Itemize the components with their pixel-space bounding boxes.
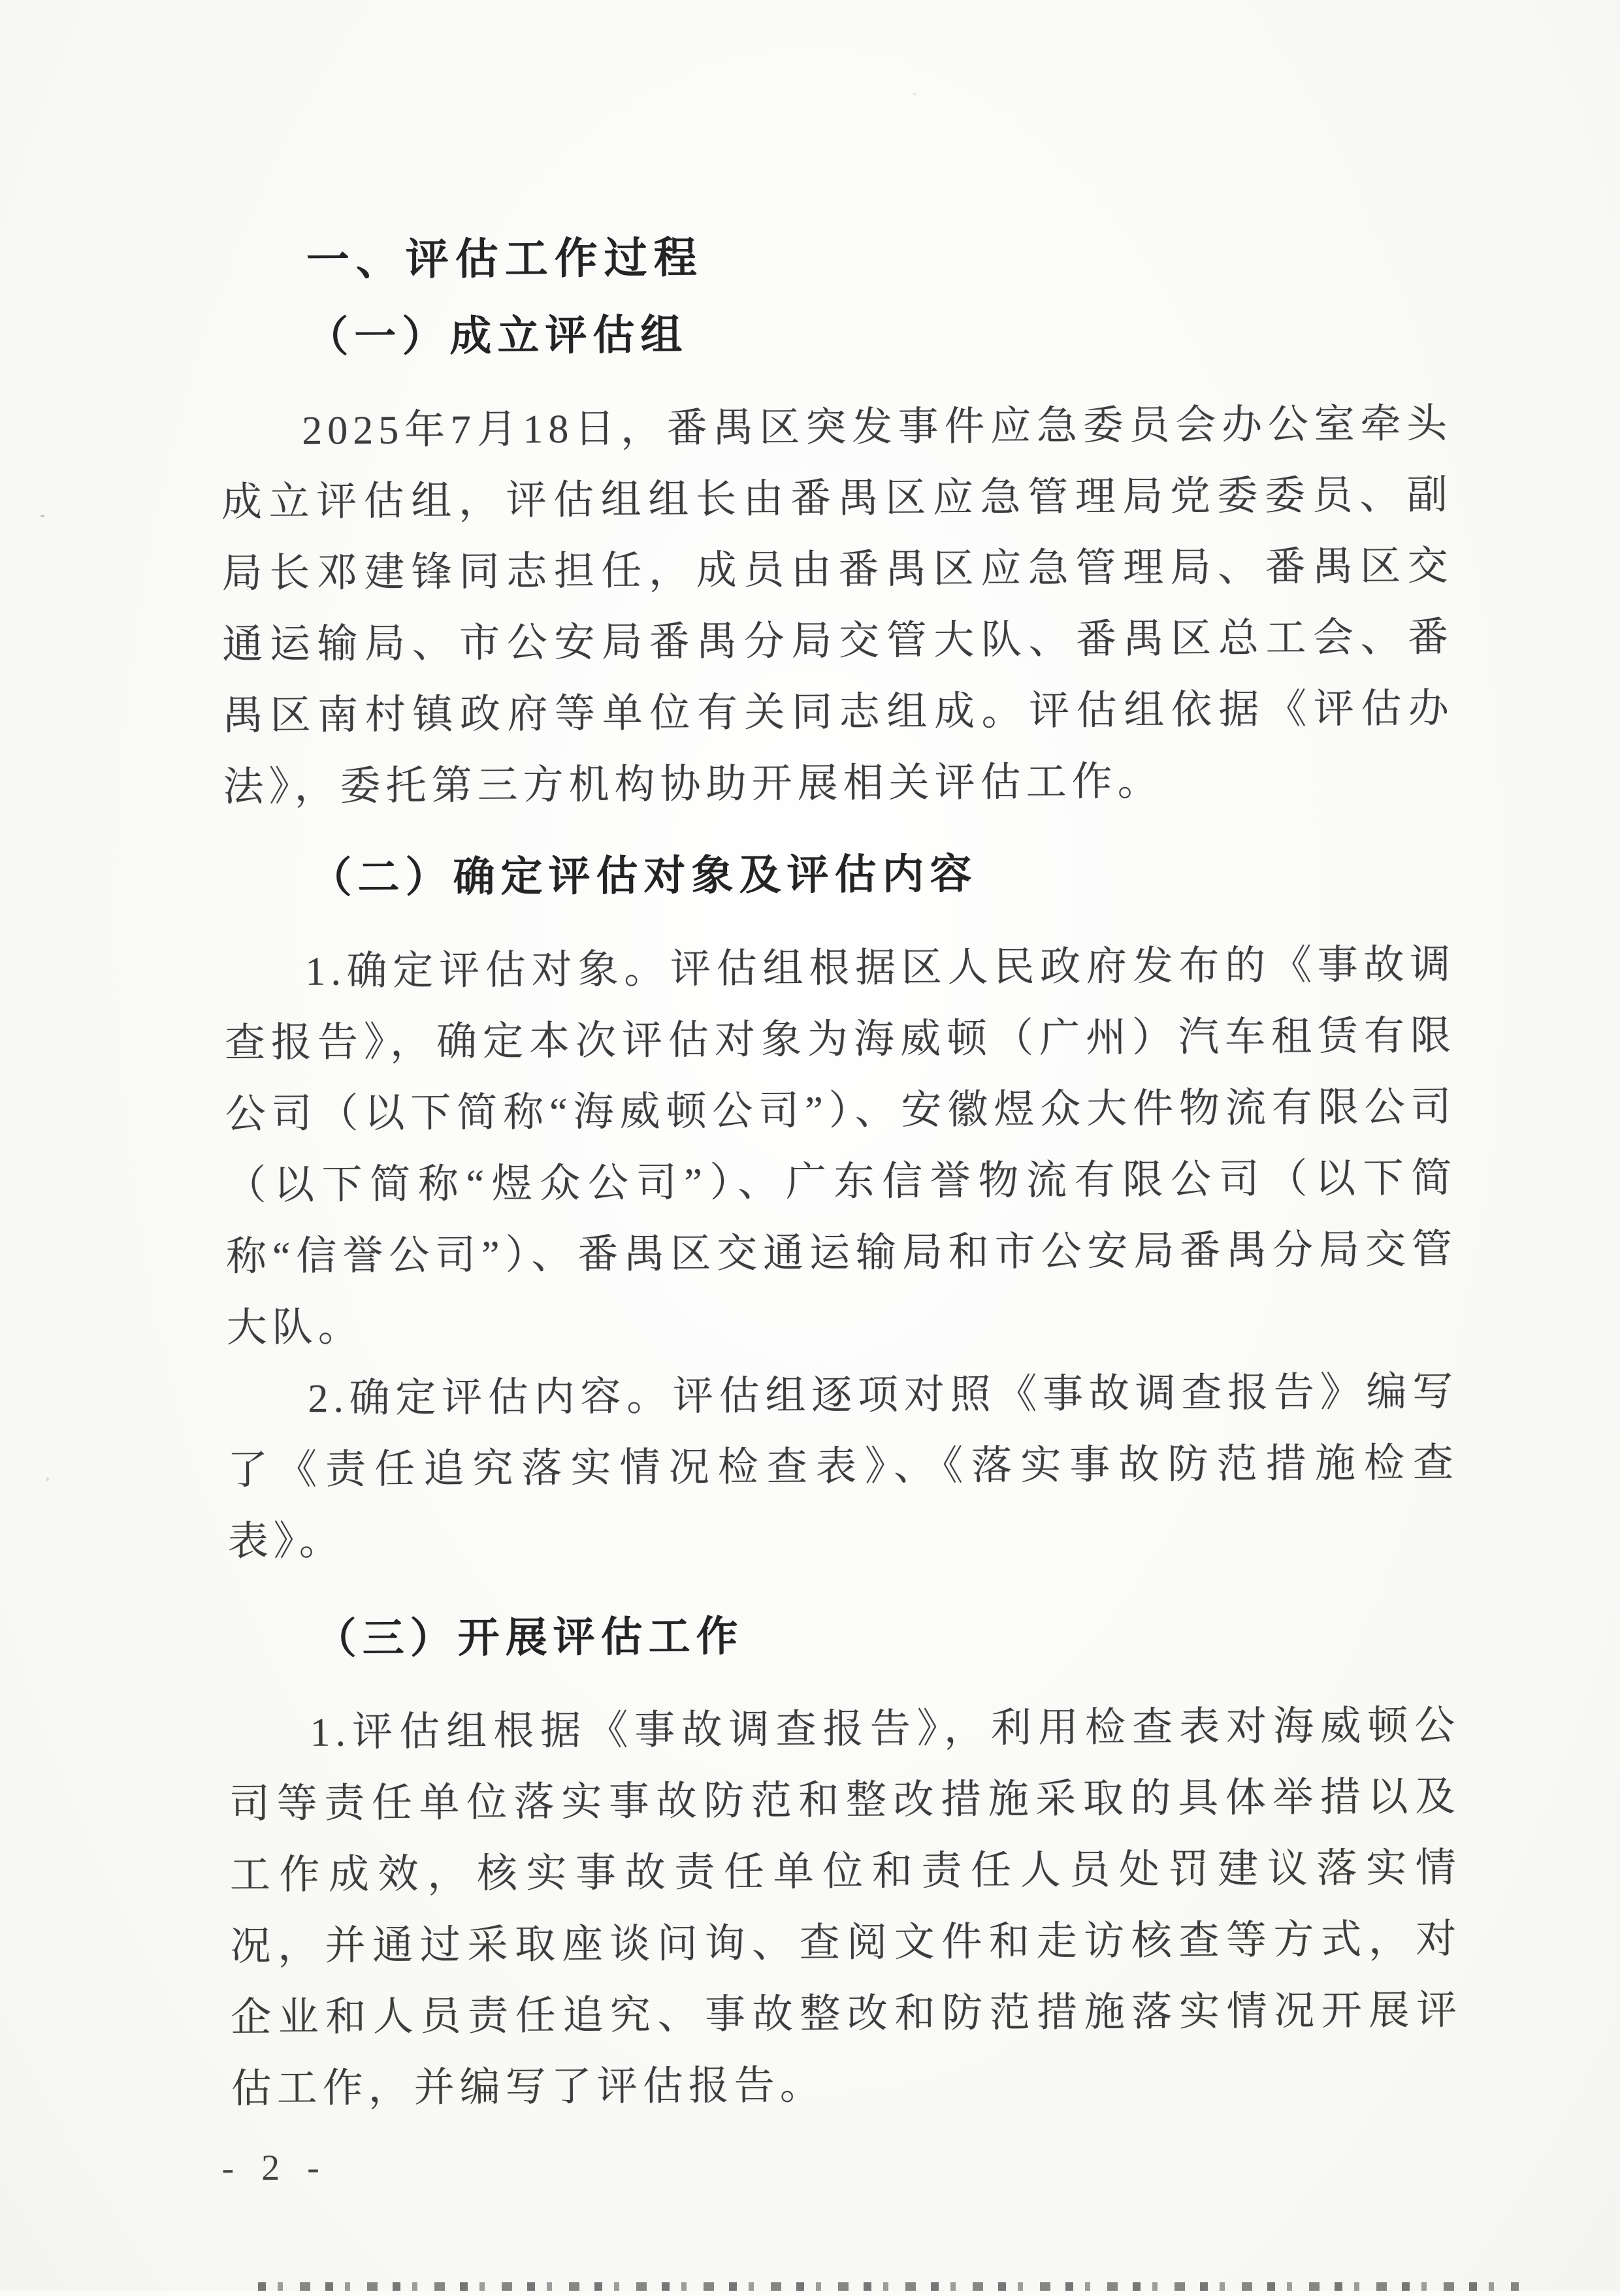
bottom-scan-artifact bbox=[258, 2282, 1519, 2291]
document-content bbox=[219, 218, 1463, 2125]
paragraph-evaluation-content: 2.确定评估内容。评估组逐项对照《事故调查报告》编写了《责任追究落实情况检查表》、《落实事故防范措施检查表》。 bbox=[227, 1369, 1459, 1564]
paragraph-evaluation-targets: 1.确定评估对象。评估组根据区人民政府发布的《事故调查报告》，确定本次评估对象为海威顿（广州）汽车租赁有限公司（以下简称“海威顿公司”）、安徽煜众大件物流有限公司（以下简称“煜众公司”）、广东信誉物流有限公司（以下简称“信誉公司”）、番禺区交通运输局和市公安局番禺分局交管大队。 bbox=[224, 942, 1458, 1351]
subsection-heading-2: （二）确定评估对象及评估内容 bbox=[310, 850, 978, 901]
section-heading: 一、评估工作过程 bbox=[306, 234, 704, 285]
paragraph-establish-team: 2025年7月18日，番禺区突发事件应急委员会办公室牵头成立评估组，评估组组长由番禺区应急管理局党委委员、副局长邓建锋同志担任，成员由番禺区应急管理局、番禺区交通运输局、市公安局番禺分局交管大队、番禺区总工会、番禺区南村镇政府等单位有关同志组成。评估组依据《评估办法》，委托第三方机构协助开展相关评估工作。 bbox=[221, 401, 1455, 810]
page-number: - 2 - bbox=[221, 2147, 329, 2189]
subsection-heading-1: （一）成立评估组 bbox=[306, 312, 688, 361]
subsection-heading-3: （三）开展评估工作 bbox=[314, 1613, 744, 1662]
paragraph-conduct-evaluation: 1.评估组根据《事故调查报告》，利用检查表对海威顿公司等责任单位落实事故防范和整改措施采取的具体举措以及工作成效，核实事故责任单位和责任人员处罚建议落实情况，并通过采取座谈问询、查阅文件和走访核查等方式，对企业和人员责任追究、事故整改和防范措施落实情况开展评估工作，并编写了评估报告。 bbox=[229, 1703, 1463, 2112]
